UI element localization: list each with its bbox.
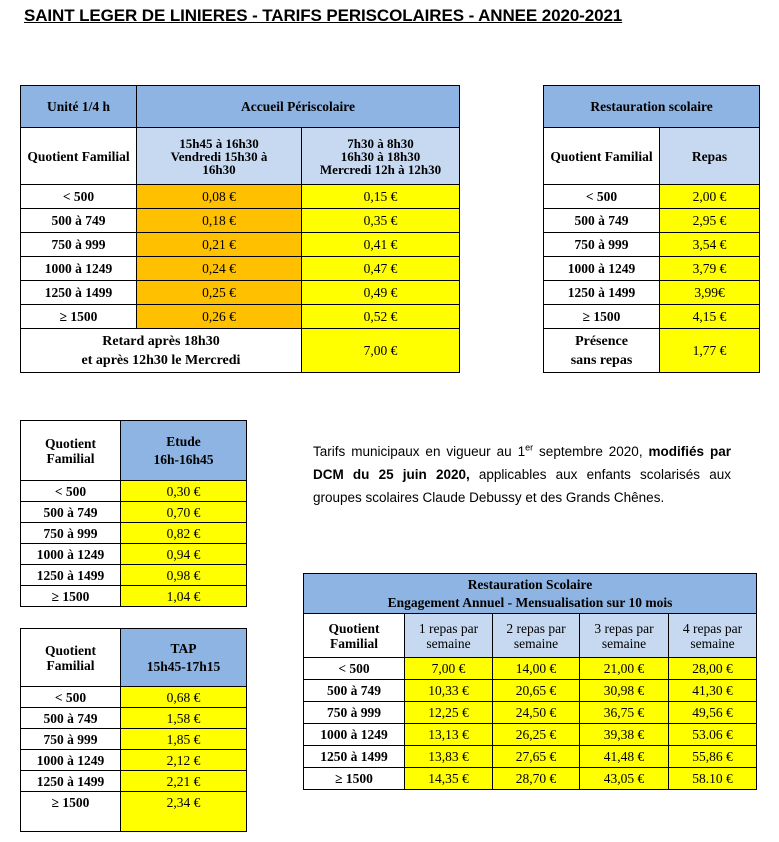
table-row [544, 305, 760, 329]
price-cell: 27,65 € [493, 746, 580, 768]
restauration-title: Restauration scolaire [544, 86, 760, 128]
qf-cell: ≥ 1500 [544, 305, 660, 329]
qf-header: Quotient Familial [304, 614, 405, 658]
price-cell: 20,65 € [493, 680, 580, 702]
price-cell: 0,70 € [121, 502, 247, 523]
qf-header: Quotient Familial [21, 128, 137, 185]
qf-cell: < 500 [21, 687, 121, 708]
col-header: 1 repas par semaine [405, 614, 493, 658]
table-row [21, 750, 247, 771]
price-cell: 0,15 € [302, 185, 460, 209]
col2-header: 7h30 à 8h30 16h30 à 18h30 Mercredi 12h à 12h30 [302, 128, 460, 185]
annuel-title: Restauration Scolaire Engagement Annuel - Mensualisation sur 10 mois [304, 574, 757, 614]
table-row [304, 658, 757, 680]
tarifs-notice: Tarifs municipaux en vigueur au 1er septembre 2020, modifiés par DCM du 25 juin 2020, applicables aux enfants scolarisés aux groupes scolaires Claude Debussy et des Grands Chênes. [313, 442, 731, 505]
qf-cell: 750 à 999 [21, 233, 137, 257]
price-cell: 41,30 € [669, 680, 757, 702]
price-cell: 36,75 € [580, 702, 669, 724]
col1-header: 15h45 à 16h30 Vendredi 15h30 à 16h30 [137, 128, 302, 185]
table-row [21, 257, 460, 281]
qf-cell: < 500 [21, 185, 137, 209]
table-row [21, 185, 460, 209]
table-row [544, 233, 760, 257]
retard-price: 7,00 € [302, 329, 460, 373]
price-cell: 0,49 € [302, 281, 460, 305]
price-cell: 49,56 € [669, 702, 757, 724]
price-cell: 1,04 € [121, 586, 247, 607]
repas-header: Repas [660, 128, 760, 185]
qf-cell: 1000 à 1249 [544, 257, 660, 281]
table-row [21, 792, 247, 832]
price-cell: 0,21 € [137, 233, 302, 257]
price-cell: 0,18 € [137, 209, 302, 233]
price-cell: 0,82 € [121, 523, 247, 544]
price-cell: 10,33 € [405, 680, 493, 702]
qf-cell: 750 à 999 [544, 233, 660, 257]
qf-cell: 1250 à 1499 [21, 771, 121, 792]
table-row [21, 281, 460, 305]
price-cell: 13,83 € [405, 746, 493, 768]
etude-table [20, 420, 247, 607]
table-row [304, 702, 757, 724]
qf-cell: 500 à 749 [304, 680, 405, 702]
table-row [21, 209, 460, 233]
price-cell: 55,86 € [669, 746, 757, 768]
table-row [21, 687, 247, 708]
price-cell: 0,26 € [137, 305, 302, 329]
price-cell: 2,34 € [121, 792, 247, 832]
price-cell: 2,00 € [660, 185, 760, 209]
qf-cell: 500 à 749 [21, 708, 121, 729]
price-cell: 0,30 € [121, 481, 247, 502]
table-row [21, 544, 247, 565]
price-cell: 13,13 € [405, 724, 493, 746]
price-cell: 21,00 € [580, 658, 669, 680]
table-row [21, 233, 460, 257]
price-cell: 28,00 € [669, 658, 757, 680]
qf-cell: ≥ 1500 [21, 792, 121, 832]
table-row [21, 729, 247, 750]
qf-cell: 1250 à 1499 [21, 565, 121, 586]
qf-cell: 500 à 749 [21, 502, 121, 523]
accueil-title: Accueil Périscolaire [137, 86, 460, 128]
table-row [304, 746, 757, 768]
qf-cell: 750 à 999 [21, 729, 121, 750]
price-cell: 43,05 € [580, 768, 669, 790]
table-row [304, 768, 757, 790]
price-cell: 1,85 € [121, 729, 247, 750]
price-cell: 39,38 € [580, 724, 669, 746]
table-row [21, 771, 247, 792]
table-row [544, 185, 760, 209]
price-cell: 41,48 € [580, 746, 669, 768]
col-header: 4 repas par semaine [669, 614, 757, 658]
price-cell: 0,08 € [137, 185, 302, 209]
qf-cell: 750 à 999 [21, 523, 121, 544]
table-row [544, 209, 760, 233]
qf-cell: 1000 à 1249 [21, 544, 121, 565]
table-row [304, 724, 757, 746]
qf-cell: 500 à 749 [544, 209, 660, 233]
qf-cell: < 500 [544, 185, 660, 209]
page-title: SAINT LEGER DE LINIERES - TARIFS PERISCOLAIRES - ANNEE 2020-2021 [24, 6, 623, 25]
qf-cell: 1000 à 1249 [21, 750, 121, 771]
price-cell: 1,58 € [121, 708, 247, 729]
price-cell: 12,25 € [405, 702, 493, 724]
price-cell: 58.10 € [669, 768, 757, 790]
price-cell: 30,98 € [580, 680, 669, 702]
table-row [21, 586, 247, 607]
price-cell: 2,12 € [121, 750, 247, 771]
qf-cell: < 500 [304, 658, 405, 680]
presence-label: Présence sans repas [544, 329, 660, 373]
tap-header: TAP 15h45-17h15 [121, 629, 247, 687]
qf-cell: ≥ 1500 [21, 305, 137, 329]
price-cell: 0,52 € [302, 305, 460, 329]
restauration-scolaire-table [543, 85, 760, 373]
price-cell: 3,54 € [660, 233, 760, 257]
qf-cell: 1250 à 1499 [544, 281, 660, 305]
qf-cell: 1000 à 1249 [304, 724, 405, 746]
table-row [304, 680, 757, 702]
price-cell: 7,00 € [405, 658, 493, 680]
qf-cell: ≥ 1500 [21, 586, 121, 607]
price-cell: 0,98 € [121, 565, 247, 586]
table-row [21, 708, 247, 729]
qf-cell: 500 à 749 [21, 209, 137, 233]
qf-cell: ≥ 1500 [304, 768, 405, 790]
retard-label: Retard après 18h30 et après 12h30 le Mercredi [21, 329, 302, 373]
price-cell: 24,50 € [493, 702, 580, 724]
price-cell: 0,94 € [121, 544, 247, 565]
price-cell: 26,25 € [493, 724, 580, 746]
qf-cell: 750 à 999 [304, 702, 405, 724]
table-row [21, 523, 247, 544]
price-cell: 28,70 € [493, 768, 580, 790]
qf-cell: 1250 à 1499 [21, 281, 137, 305]
qf-header: Quotient Familial [21, 421, 121, 481]
table-row [21, 502, 247, 523]
accueil-periscolaire-table [20, 85, 460, 373]
price-cell: 0,41 € [302, 233, 460, 257]
price-cell: 2,21 € [121, 771, 247, 792]
price-cell: 14,00 € [493, 658, 580, 680]
price-cell: 4,15 € [660, 305, 760, 329]
price-cell: 3,79 € [660, 257, 760, 281]
table-row [544, 329, 760, 373]
unit-header: Unité 1/4 h [21, 86, 137, 128]
table-row [544, 257, 760, 281]
price-cell: 0,25 € [137, 281, 302, 305]
price-cell: 0,24 € [137, 257, 302, 281]
qf-cell: 1000 à 1249 [21, 257, 137, 281]
price-cell: 0,35 € [302, 209, 460, 233]
price-cell: 2,95 € [660, 209, 760, 233]
table-row [21, 329, 460, 373]
price-cell: 53.06 € [669, 724, 757, 746]
engagement-annuel-table [303, 573, 757, 790]
table-row [21, 481, 247, 502]
qf-header: Quotient Familial [544, 128, 660, 185]
qf-header: Quotient Familial [21, 629, 121, 687]
table-row [21, 565, 247, 586]
col-header: 2 repas par semaine [493, 614, 580, 658]
etude-header: Etude 16h-16h45 [121, 421, 247, 481]
price-cell: 3,99€ [660, 281, 760, 305]
table-row [544, 281, 760, 305]
price-cell: 0,47 € [302, 257, 460, 281]
price-cell: 14,35 € [405, 768, 493, 790]
table-row [21, 305, 460, 329]
qf-cell: 1250 à 1499 [304, 746, 405, 768]
qf-cell: < 500 [21, 481, 121, 502]
col-header: 3 repas par semaine [580, 614, 669, 658]
price-cell: 0,68 € [121, 687, 247, 708]
tap-table [20, 628, 247, 832]
presence-price: 1,77 € [660, 329, 760, 373]
